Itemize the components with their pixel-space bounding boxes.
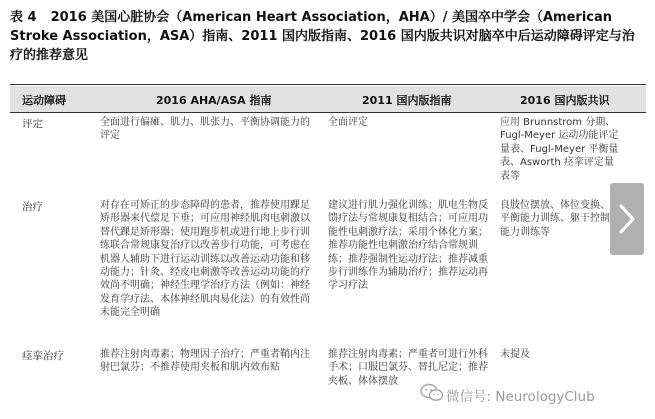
next-image-button[interactable] (610, 183, 644, 255)
wechat-icon (420, 383, 444, 403)
table-top-rule (10, 84, 646, 85)
table-header-rule (10, 112, 646, 113)
table-title (10, 8, 646, 65)
cell-assessment-cn2016: 应用 Brunnstrom 分期、Fugl-Meyer 运动功能评定量表、Fugl-Meyer 平衡量表、Asworth 痉挛评定量表等 (500, 117, 619, 182)
cell-treatment-aha: 对存在可矫正的步态障碍的患者，推荐使用踝足矫形器来代偿足下垂；可应用神经肌肉电刺激以替代踝足矫形器；使用跑步机或进行地上步行训练联合常规康复治疗以改善步行功能，可考虑在机器人辅助下进行运动训练以改善运动功能和移动能力；针灸、经皮电刺激等改善运动功能的疗效尚不明确；神经生理学治疗方法（例如：神经发育学疗法、本体神经肌肉易化法）的有效性尚未能完全明确 (100, 200, 310, 319)
cell-assessment-aha: 全面进行偏瘫、肌力、肌张力、平衡协调能力的评定 (100, 117, 310, 142)
cell-spasticity-cn2016: 未提及 (500, 349, 530, 360)
cell-assessment-cn2011: 全面评定 (328, 117, 368, 128)
row-label-assessment: 评定 (22, 118, 43, 130)
row-label-spasticity: 痉挛治疗 (22, 350, 64, 362)
chevron-right-icon (618, 203, 636, 235)
cell-spasticity-aha: 推荐注射肉毒素；物理因子治疗；严重者鞘内注射巴氯芬；不推荐使用夹板和肌内效布贴 (100, 349, 310, 374)
header-motor-disorder: 运动障碍 (22, 94, 66, 107)
cell-treatment-cn2011: 建议进行肌力强化训练；肌电生物反馈疗法与常规康复相结合；可应用功能性电刺激疗法；采用个体化方案；推荐功能性电刺激治疗结合常规训练；推荐强制性运动疗法；推荐减重步行训练作为辅助治疗；推荐运动再学习疗法 (328, 200, 488, 292)
cell-treatment-cn2016: 良肢位摆放、体位变换、平衡能力训练、躯干控制能力训练等 (500, 200, 610, 238)
header-aha-asa-2016: 2016 AHA/ASA 指南 (156, 94, 272, 107)
table-number: 表 4 (10, 10, 37, 25)
table-caption: 2016 美国心脏协会（American Heart Association，AHA）/ 美国卒中学会（American Stroke Association，ASA）指南、2011 国内版指南、2016 国内版共识对脑卒中后运动障碍评定与治疗的推荐意见 (10, 10, 635, 63)
row-label-treatment: 治疗 (22, 201, 43, 213)
cell-spasticity-cn2011: 推荐注射肉毒素；严重者可进行外科手术；口服巴氯芬、替扎尼定；推荐夹板、体体摆放 (328, 349, 488, 387)
watermark-text: 微信号: NeurologyClub (446, 389, 595, 405)
header-cn-guideline-2011: 2011 国内版指南 (362, 94, 452, 107)
header-cn-consensus-2016: 2016 国内版共识 (520, 94, 610, 107)
